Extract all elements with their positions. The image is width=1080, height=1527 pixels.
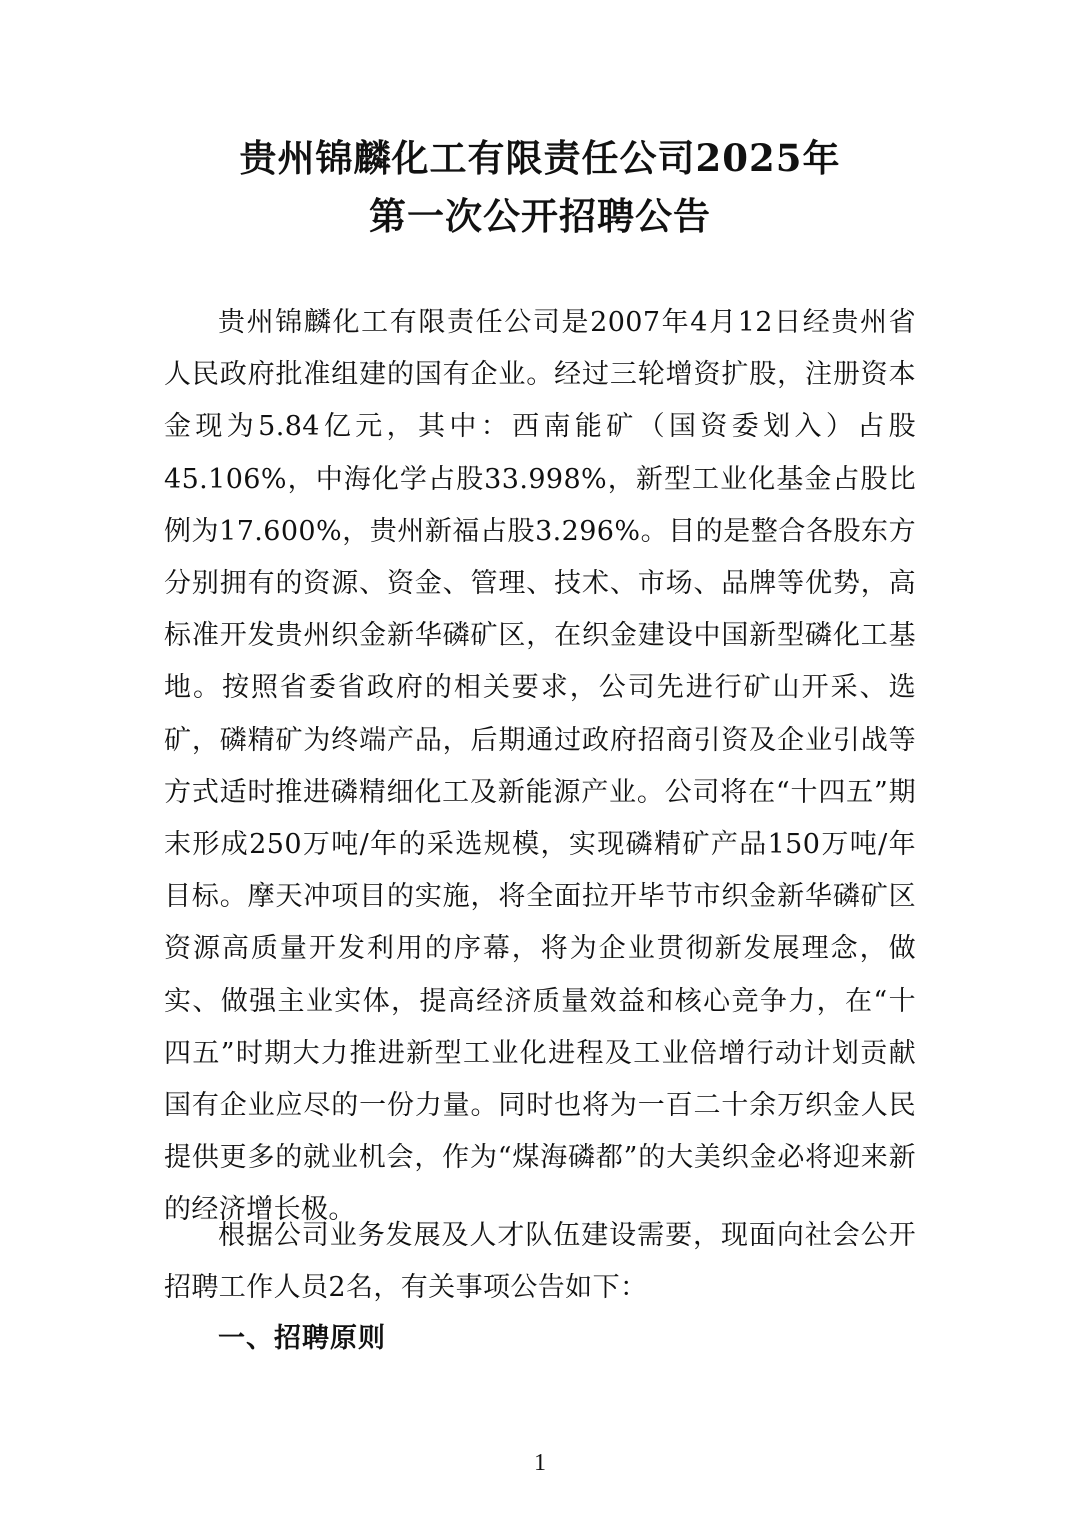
document-title-line-1: 贵州锦麟化工有限责任公司2025年 bbox=[239, 136, 841, 180]
page-number: 1 bbox=[534, 1450, 546, 1476]
body-paragraph-recruitment-notice: 根据公司业务发展及人才队伍建设需要，现面向社会公开招聘工作人员2名，有关事项公告如下： bbox=[164, 1220, 916, 1304]
section-heading-recruitment-principles: 一、招聘原则 bbox=[218, 1323, 386, 1354]
document-title-line-2: 第一次公开招聘公告 bbox=[369, 194, 711, 238]
body-paragraph-company-intro: 贵州锦麟化工有限责任公司是2007年4月12日经贵州省人民政府批准组建的国有企业。经过三轮增资扩股，注册资本金现为5.84亿元，其中：西南能矿（国资委划入）占股45.106%，中海化学占股33.998%，新型工业化基金占股比例为17.600%，贵州新福占股3.296%。目的是整合各股东方分别拥有的资源、资金、管理、技术、市场、品牌等优势，高标准开发贵州织金新华磷矿区，在织金建设中国新型磷化工基地。按照省委省政府的相关要求，公司先进行矿山开采、选矿，磷精矿为终端产品，后期通过政府招商引资及企业引战等方式适时推进磷精细化工及新能源产业。公司将在“十四五”期末形成250万吨/年的采选规模，实现磷精矿产品150万吨/年目标。摩天冲项目的实施，将全面拉开毕节市织金新华磷矿区资源高质量开发利用的序幕，将为企业贯彻新发展理念，做实、做强主业实体，提高经济质量效益和核心竞争力，在“十四五”时期大力推进新型工业化进程及工业倍增行动计划贡献国有企业应尽的一份力量。同时也将为一百二十余万织金人民提供更多的就业机会，作为“煤海磷都”的大美织金必将迎来新的经济增长极。 bbox=[164, 307, 916, 1226]
